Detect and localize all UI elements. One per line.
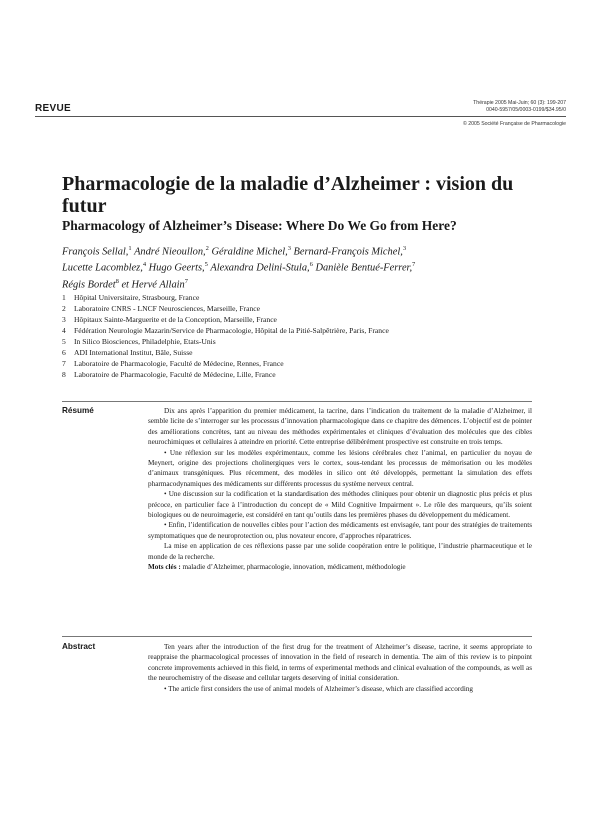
abstract-body — [148, 642, 532, 694]
affiliation-number: 1 — [62, 293, 66, 302]
affiliation-item — [62, 336, 542, 347]
author-affiliation-mark: 1 — [128, 245, 132, 252]
affiliation-item — [62, 292, 542, 303]
author-name: Géraldine Michel, — [211, 246, 288, 258]
author-name: Alexandra Delini-Stula, — [210, 262, 310, 274]
author-name: Lucette Lacomblez, — [62, 262, 143, 274]
article-title-french: Pharmacologie de la maladie d’Alzheimer : vision du futur — [62, 173, 514, 217]
affiliation-number: 3 — [62, 315, 66, 324]
affiliation-text: ADI International Institut, Bâle, Suisse — [74, 348, 193, 357]
resume-paragraph: La mise en application de ces réflexions passe par une solide coopération entre le politique, l’industrie pharmaceutique et le monde de la recherche. — [148, 542, 532, 561]
article-title-english: Pharmacology of Alzheimer’s Disease: Where Do We Go from Here? — [62, 218, 457, 233]
author-affiliation-mark: 7 — [412, 261, 416, 269]
journal-citation — [346, 100, 566, 113]
author-name: André Nieoullon, — [134, 246, 206, 258]
resume-rule — [62, 401, 532, 402]
section-label: REVUE — [35, 103, 71, 114]
affiliation-item — [62, 314, 542, 325]
author-affiliation-mark: 4 — [142, 261, 147, 269]
author-name: Hugo Geerts, — [148, 262, 205, 274]
affiliation-list — [62, 292, 542, 380]
affiliation-item — [62, 358, 542, 369]
author-affiliation-mark: 7 — [184, 277, 188, 285]
affiliation-item — [62, 347, 542, 358]
affiliation-text: Hôpital Universitaire, Strasbourg, France — [74, 293, 200, 302]
abstract-heading: Abstract — [62, 642, 96, 651]
abstract-rule — [62, 636, 532, 637]
affiliation-item — [62, 325, 542, 336]
author-affiliation-mark: 3 — [287, 245, 291, 252]
affiliation-text: Laboratoire de Pharmacologie, Faculté de Médecine, Lille, France — [74, 370, 276, 379]
abstract-paragraph: Ten years after the introduction of the first drug for the treatment of Alzheimer’s disease, tacrine, it seems appropriate to reappraise the pharmacological processes of innovation in the field of research in dementia. The aim of this review is to pinpoint concrete improvements achieved in this field, in terms of experimental methods and clinical evaluation of the compounds, as well as the neurochemistry of the disease and cellular targets deserving of initial consideration. — [148, 643, 532, 683]
keywords-text: maladie d’Alzheimer, pharmacologie, innovation, médicament, méthodologie — [182, 563, 406, 572]
affiliation-text: Laboratoire de Pharmacologie, Faculté de Médecine, Rennes, France — [74, 359, 284, 368]
affiliation-text: Hôpitaux Sainte-Marguerite et de la Conception, Marseille, France — [74, 315, 277, 324]
affiliation-number: 5 — [62, 337, 66, 346]
resume-body — [148, 406, 532, 573]
author-affiliation-mark: 5 — [204, 261, 208, 269]
author-affiliation-mark: 2 — [205, 245, 209, 252]
author-name: Danièle Bentué-Ferrer, — [315, 262, 413, 274]
author-list — [62, 243, 542, 292]
author-name: et Hervé Allain — [121, 279, 185, 290]
author-name: François Sellal, — [62, 246, 129, 258]
affiliation-number: 2 — [62, 304, 66, 313]
author-name: Bernard-François Michel, — [293, 246, 403, 258]
affiliation-number: 7 — [62, 359, 66, 368]
affiliation-number: 4 — [62, 326, 66, 335]
author-affiliation-mark: 3 — [402, 245, 407, 252]
author-affiliation-mark: 6 — [309, 261, 313, 269]
affiliation-number: 8 — [62, 370, 66, 379]
resume-paragraph: Dix ans après l’apparition du premier médicament, la tacrine, dans l’indication du traitement de la maladie d’Alzheimer, il semble licite de s’interroger sur les processus d’innovation pharmacologique dans ce chapitre des démences. L’objectif est de pointer des améliorations concrètes, tant au niveau des méthodes expérimentales et cliniques d’évaluation des molécules que des cibles neurochimiques et cellulaires à atteindre en priorité. Cette entreprise délibérément prospective est construite en trois temps. — [148, 407, 532, 447]
citation-line-2: 0040-5957/05/0003-0199/$34.95/0 — [486, 106, 566, 113]
resume-paragraph: • Enfin, l’identification de nouvelles cibles pour l’action des médicaments est envisagée, tant pour des stratégies de traitements symptomatiques que de neuroprotection ou, plus novateur encore, d’approches réparatrices. — [148, 521, 532, 540]
header-rule — [35, 116, 566, 117]
abstract-paragraph: • The article first considers the use of animal models of Alzheimer’s disease, which are classified according — [164, 684, 474, 693]
author-affiliation-mark: 8 — [115, 277, 119, 285]
affiliation-text: In Silico Biosciences, Philadelphie, Etats-Unis — [74, 337, 216, 346]
keywords-line — [148, 562, 532, 572]
resume-heading: Résumé — [62, 406, 94, 415]
affiliation-item — [62, 303, 542, 314]
citation-line-1: Thérapie 2005 Mai-Juin; 60 (3): 199-207 — [473, 100, 566, 106]
keywords-label: Mots clés : — [148, 563, 181, 572]
resume-paragraph: • Une réflexion sur les modèles expérimentaux, comme les lésions cérébrales chez l’animal, en particulier du noyau de Meynert, origine des projections cholinergiques vers le cortex, sous-tendant les processus de mémorisation ou les modèles d’animaux transgéniques. Plus récemment, des modèles in silico ont été développés, permettant la simulation des effets pharmacodynamiques des médicaments sur différents processus du système nerveux central. — [148, 448, 532, 488]
affiliation-item — [62, 369, 542, 380]
affiliation-text: Laboratoire CNRS - LNCF Neurosciences, Marseille, France — [74, 304, 260, 313]
copyright-notice: © 2005 Société Française de Pharmacologie — [462, 121, 566, 127]
affiliation-number: 6 — [62, 348, 66, 357]
resume-paragraph: • Une discussion sur la codification et la standardisation des méthodes cliniques pour obtenir un diagnostic plus précis et plus précoce, en particulier face à l’introduction du concept de « Mild Cognitive Impairment ». Le rôle des marqueurs, qu’ils soient biologiques ou de neuroimagerie, est considéré en tant qu’outils dans les premières phases du développement du médicament. — [148, 490, 532, 520]
affiliation-text: Fédération Neurologie Mazarin/Service de Pharmacologie, Hôpital de la Pitié-Salpêtrière, Paris, France — [74, 326, 389, 335]
author-name: Régis Bordet — [62, 279, 116, 290]
